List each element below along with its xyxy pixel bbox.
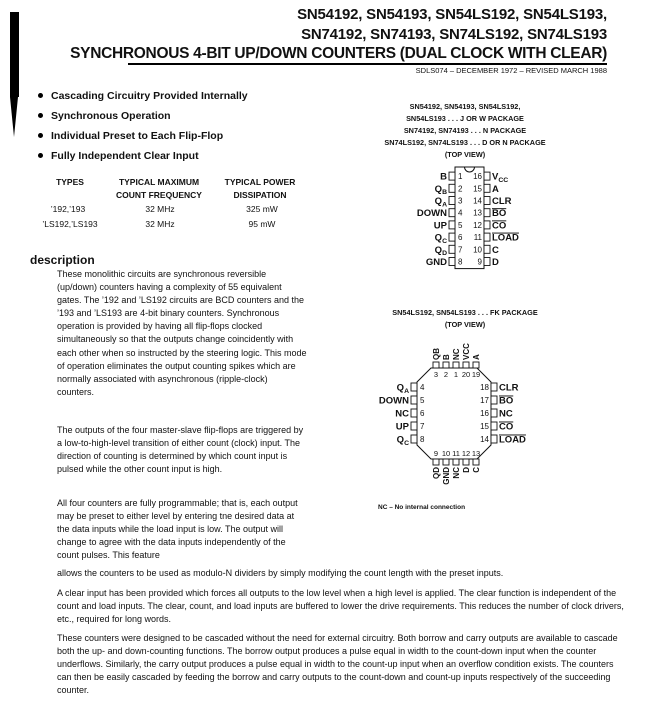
pin-number: 10 [441, 449, 451, 458]
pin-label: LOAD [492, 232, 519, 244]
part-numbers-line-1: SN54192, SN54193, SN54LS192, SN54LS193, [297, 6, 607, 23]
pin-label: A [492, 183, 499, 195]
package-line: SN54LS192, SN54LS193 . . . FK PACKAGE [392, 308, 538, 317]
fk-pin [433, 459, 439, 465]
table-cell: 95 mW [248, 219, 276, 229]
fk-pin [491, 435, 497, 443]
paragraph: A clear input has been provided which forces all outputs to the low level when a high level is applied. The clear function is independent of the count and load inputs. The clear, count, and load inputs are buffered to lower the drive requirements. This reduces the number of clock drivers, etc., required for long words. [57, 588, 624, 625]
fk-pin [411, 435, 417, 443]
pin-number: 11 [452, 449, 460, 458]
section-heading: description [30, 253, 95, 267]
pin-label: CLR [499, 382, 519, 394]
pin-number: 5 [458, 220, 463, 230]
pin-label: A [472, 354, 481, 360]
fk-pin [411, 422, 417, 430]
fk-pin [453, 362, 459, 368]
pin-label: C [472, 467, 481, 473]
fk-pin [411, 396, 417, 404]
pin-number: 3 [433, 370, 439, 379]
paragraph: All four counters are fully programmable; that is, each output may be preset to either level by entering tne desired data at the data inputs while the load input is low. The output will change to agree with the data inputs independently of the count pulses. This feature [57, 498, 298, 561]
fk-pin [463, 459, 469, 465]
package-line: SN54LS193 . . . J OR W PACKAGE [406, 114, 524, 123]
fk-pin [411, 409, 417, 417]
feature-text: Synchronous Operation [51, 110, 171, 122]
pin-label: $Q_D$ [434, 244, 447, 258]
part-numbers-line-2: SN74192, SN74193, SN74LS192, SN74LS193 [301, 26, 607, 43]
pin-number: 7 [458, 245, 463, 255]
pin-label: $Q_A$ [396, 382, 409, 395]
pin-number: 5 [420, 396, 425, 405]
fk-pin [473, 459, 479, 465]
fk-pin [491, 409, 497, 417]
pin-label: BO [499, 395, 514, 407]
package-line: (TOP VIEW) [444, 150, 486, 159]
table-header-frequency: TYPICAL MAXIMUM COUNT FREQUENCY [116, 177, 202, 200]
fk-pin [473, 362, 479, 368]
pin-number: 14 [473, 196, 482, 206]
paragraph: These counters were designed to be cascaded without the need for external circuitry. Both borrow and carry outputs are available to cascade both the up- and down-counting functions. The borrow output produces a pulse equal in width to the count-down input when the counter underflows. Similarly, the carry output produces a pulse equal in width to the count-up input when an overflow condition exists. The counters can then be easily cascaded by feeding the borrow and carry outputs to the count-down and count-up inputs respectively of the succeeding counter. [57, 633, 618, 696]
pin-number: 13 [473, 208, 482, 218]
pin-number: 15 [480, 422, 489, 431]
package-line: SN74192, SN74193 . . . N PACKAGE [403, 126, 527, 135]
pin-number: 14 [480, 435, 489, 444]
pin-number: 15 [473, 184, 482, 194]
table-cell: ’LS192,’LS193 [42, 219, 98, 229]
pin-number: 20 [461, 370, 471, 379]
pin-label: GND [442, 467, 451, 485]
fk-pin [443, 362, 449, 368]
pin-number: 6 [420, 409, 425, 418]
table-cell: 32 MHz [145, 219, 175, 229]
table-cell: ’192,’193 [50, 204, 86, 214]
pin-number: 4 [458, 208, 463, 218]
pin-number: 16 [473, 172, 482, 182]
pin-number: 9 [477, 257, 482, 267]
feature-text: Cascading Circuitry Provided Internally [51, 90, 248, 102]
paragraph: The outputs of the four master-slave flip-flops are triggered by a low-to-high-level transition of either count (clock) input. The direction of counting is determined by which count input is pulsed while the other count input is high. [57, 425, 304, 475]
pin-number: 11 [473, 233, 482, 243]
pin-label: VCC [462, 343, 471, 360]
table-header-power: TYPICAL POWER DISSIPATION [224, 177, 296, 200]
package-line: SN74LS192, SN74LS193 . . . D OR N PACKAGE [384, 138, 546, 147]
pin-number: 3 [458, 196, 463, 206]
table-header-types: TYPES [56, 177, 84, 187]
pin-number: 2 [443, 370, 449, 379]
pin-number: 2 [458, 184, 463, 194]
pin-label: GND [425, 257, 447, 268]
package-line: (TOP VIEW) [444, 320, 486, 329]
fk-pin [463, 362, 469, 368]
fk-pin [491, 383, 497, 391]
pin-label: B [440, 171, 447, 183]
pin-label: C [492, 244, 499, 256]
pin-number: 19 [471, 370, 481, 379]
pin-label: QD [432, 467, 441, 479]
pin-number: 9 [433, 449, 439, 458]
pin-label: LOAD [499, 434, 526, 446]
pin-number: 4 [420, 383, 425, 392]
pin-label: UP [433, 220, 447, 232]
feature-text: Fully Independent Clear Input [51, 150, 199, 162]
pin-label: $Q_C$ [396, 434, 409, 447]
pin-number: 17 [480, 396, 489, 405]
pin-label: NC [452, 467, 461, 479]
pin-label: D [462, 467, 471, 473]
pin-number: 1 [458, 172, 463, 182]
pin-number: 8 [420, 435, 425, 444]
pin-label: BO [492, 208, 507, 220]
pin-label: $Q_C$ [434, 232, 447, 245]
pin-label: $V_{CC}$ [492, 171, 509, 184]
pin-label: D [492, 257, 499, 268]
fk-pin [491, 422, 497, 430]
pin-number: 13 [471, 449, 481, 458]
pin-number: 16 [480, 409, 489, 418]
pin-label: CO [492, 220, 507, 232]
pin-number: 8 [458, 257, 463, 267]
nc-note: NC – No internal connection [378, 504, 466, 511]
pin-label: B [442, 354, 451, 360]
pin-label: NC [499, 408, 513, 420]
fk-pin [491, 396, 497, 404]
pin-number: 18 [480, 383, 489, 392]
fk-pin [443, 459, 449, 465]
pin-number: 7 [420, 422, 425, 431]
pin-number: 10 [473, 245, 482, 255]
table-cell: 32 MHz [145, 204, 175, 214]
pin-label: DOWN [378, 395, 409, 407]
pin-label: CO [499, 421, 514, 433]
fk-pin [411, 383, 417, 391]
pin-label: NC [395, 408, 409, 420]
pin-label: CLR [492, 196, 512, 207]
fk-pin [453, 459, 459, 465]
table-cell: 325 mW [246, 204, 278, 214]
fk-pin [433, 362, 439, 368]
package-line: SN54192, SN54193, SN54LS192, [409, 102, 521, 111]
pin-number: 1 [453, 370, 459, 379]
document-id: SDLS074 – DECEMBER 1972 – REVISED MARCH 1988 [415, 66, 607, 75]
paragraph: allows the counters to be used as modulo-N dividers by simply modifying the count length with the preset inputs. [57, 568, 504, 578]
feature-text: Individual Preset to Each Flip-Flop [51, 130, 224, 142]
pin-label: UP [395, 421, 409, 433]
paragraph: These monolithic circuits are synchronous reversible (up/down) counters having a complexity of 55 equivalent gates. The ’192 and ’LS192 circuits are BCD counters and the ’193 and ’LS193 are 4-bit binary counters. Synchronous operation is provided by having all flip-flops clocked simultaneously so that the outputs change coincidently with each other when so instructed by the steering logic. This mode of operation eliminates the output counting spikes which are normally associated with asynchronous (ripple-clock) counters. [57, 269, 307, 397]
pin-label: $Q_B$ [434, 183, 447, 197]
pin-number: 12 [461, 449, 471, 458]
pin-label: $Q_A$ [434, 196, 447, 209]
pin-label: DOWN [416, 208, 447, 220]
pin-label: QB [432, 348, 441, 360]
pin-number: 12 [473, 220, 482, 230]
pin-number: 6 [458, 233, 463, 243]
document-title: SYNCHRONOUS 4-BIT UP/DOWN COUNTERS (DUAL CLOCK WITH CLEAR) [70, 45, 607, 62]
pin-label: NC [452, 348, 461, 360]
